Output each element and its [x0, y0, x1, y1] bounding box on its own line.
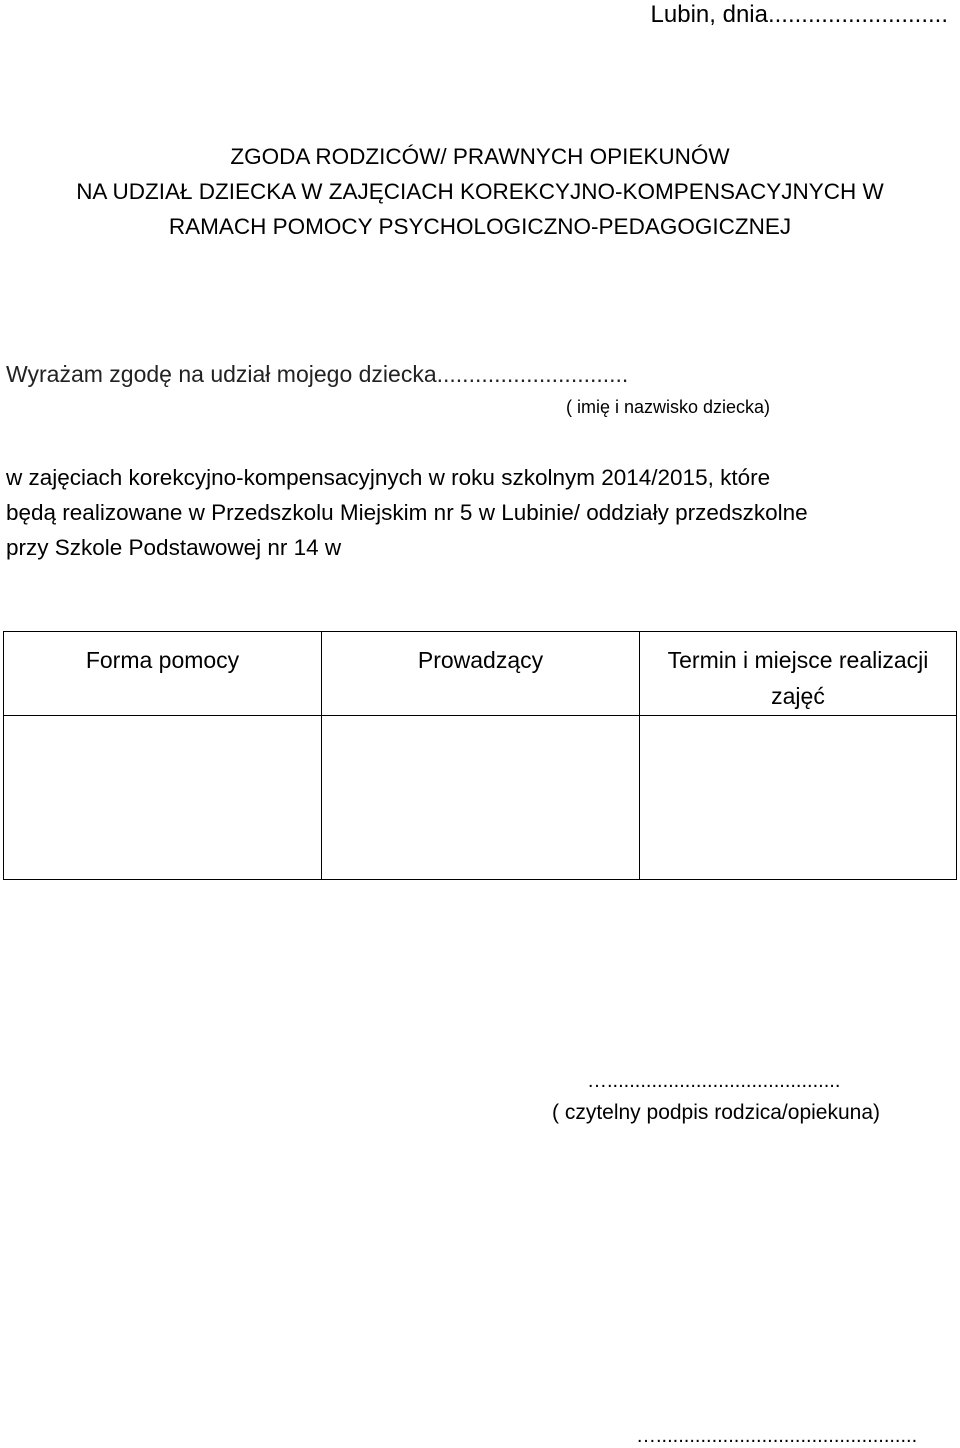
document-title-line-2: NA UDZIAŁ DZIECKA W ZAJĘCIACH KOREKCYJNO-KOMPENSACYJNYCH W: [76, 179, 884, 204]
place-date-line: Lubin, dnia...........................: [650, 1, 948, 28]
document-title-line-3: RAMACH POMOCY PSYCHOLOGICZNO-PEDAGOGICZNEJ: [168, 214, 792, 239]
table-header-instructor: Prowadzący: [417, 647, 544, 673]
body-text-line-1: w zajęciach korekcyjno-kompensacyjnych w roku szkolnym 2014/2015, które: [6, 465, 771, 490]
signature-line[interactable]: …..........................................: [587, 1070, 841, 1092]
table-cell-date-place[interactable]: [640, 716, 956, 880]
table-header-form: Forma pomocy: [85, 647, 240, 673]
table-cell-instructor[interactable]: [322, 716, 639, 880]
body-text-line-3: przy Szkole Podstawowej nr 14 w: [6, 535, 342, 560]
consent-statement: Wyrażam zgodę na udział mojego dziecka..............................: [6, 361, 629, 387]
document-title-line-1: ZGODA RODZICÓW/ PRAWNYCH OPIEKUNÓW: [230, 144, 730, 169]
body-text-line-2: będą realizowane w Przedszkolu Miejskim nr 5 w Lubinie/ oddziały przedszkolne: [6, 500, 808, 525]
support-form-table: [3, 631, 957, 880]
bottom-dotted-line: …...............................................: [636, 1425, 918, 1447]
signature-caption: ( czytelny podpis rodzica/opiekuna): [552, 1101, 881, 1124]
child-name-caption: ( imię i nazwisko dziecka): [566, 397, 771, 417]
table-header-date-place: Termin i miejsce realizacji zajęć: [667, 647, 929, 709]
table-cell-form[interactable]: [4, 716, 321, 880]
